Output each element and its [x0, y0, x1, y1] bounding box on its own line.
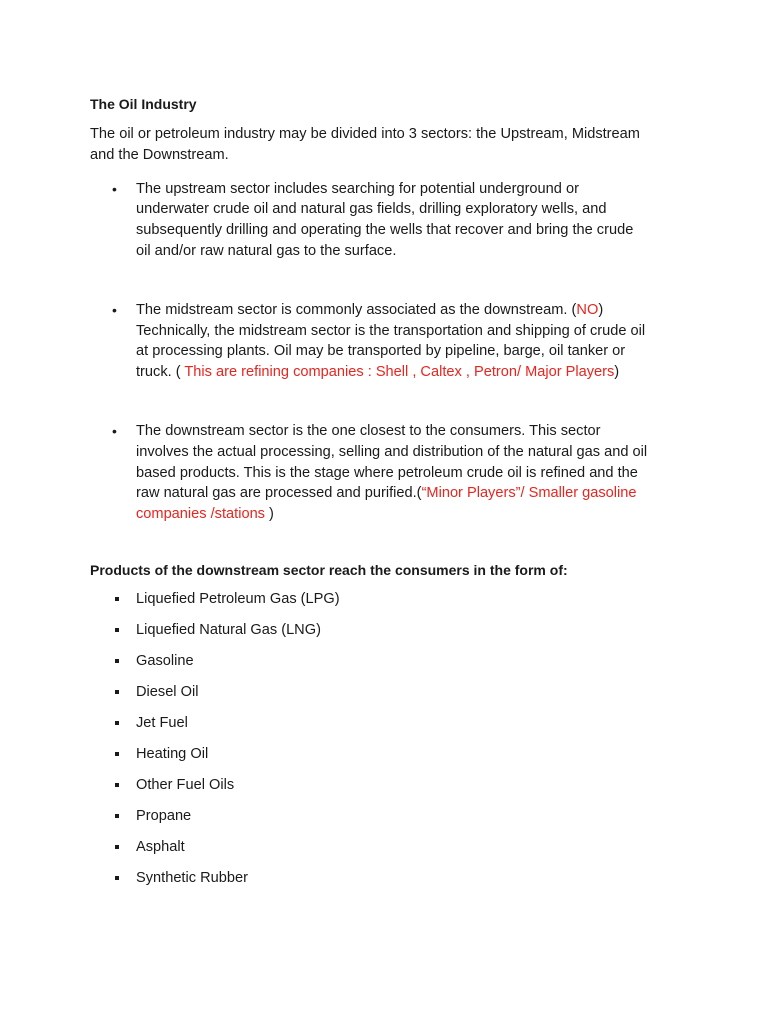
square-bullet-icon	[115, 628, 119, 632]
product-label: Propane	[136, 807, 192, 824]
product-label: Heating Oil	[136, 745, 209, 762]
product-label: Gasoline	[136, 652, 194, 669]
square-bullet-icon	[115, 752, 119, 756]
product-label: Diesel Oil	[136, 683, 199, 700]
list-item	[90, 837, 650, 868]
product-label: Jet Fuel	[136, 714, 188, 731]
square-bullet-icon	[115, 690, 119, 694]
list-item	[90, 589, 650, 620]
square-bullet-icon	[115, 845, 119, 849]
list-item	[90, 775, 650, 806]
sector-text-midstream-c: )	[614, 364, 620, 381]
document-title: The Oil Industry	[90, 96, 197, 112]
sector-text-midstream-a: The midstream sector is commonly associated as the downstream. (	[136, 301, 577, 318]
intro-paragraph: The oil or petroleum industry may be divided into 3 sectors: the Upstream, Midstream and the Downstream.	[90, 126, 640, 163]
sector-text-downstream-a: The downstream sector is the one closest to the consumers. This sector involves the actual processing, selling and distribution of the natural gas and oil based products. This is the stage where petroleum crude oil is refined and the raw natural gas are processed and purified.(	[136, 422, 648, 502]
square-bullet-icon	[115, 783, 119, 787]
square-bullet-icon	[115, 876, 119, 880]
sector-text-upstream: The upstream sector includes searching for potential underground or underwater crude oil and natural gas fields, drilling exploratory wells, and subsequently drilling and operating the wells that recover and bring the crude oil and/or raw natural gas to the surface.	[136, 180, 634, 259]
product-label: Liquefied Natural Gas (LNG)	[136, 621, 321, 638]
product-label: Synthetic Rubber	[136, 869, 248, 886]
bullet-dot-icon: •	[112, 422, 117, 439]
square-bullet-icon	[115, 597, 119, 601]
list-item	[90, 868, 650, 899]
square-bullet-icon	[115, 721, 119, 725]
sector-item-midstream	[90, 300, 650, 383]
products-heading: Products of the downstream sector reach the consumers in the form of:	[90, 561, 568, 578]
document-body	[90, 94, 650, 899]
list-item	[90, 806, 650, 837]
list-item	[90, 744, 650, 775]
list-item	[90, 713, 650, 744]
sector-text-downstream-b: )	[264, 506, 274, 523]
square-bullet-icon	[115, 659, 119, 663]
list-item	[90, 682, 650, 713]
square-bullet-icon	[115, 814, 119, 818]
sector-item-upstream	[90, 179, 650, 262]
product-label: Liquefied Petroleum Gas (LPG)	[136, 590, 340, 607]
annotation-refining-companies: This are refining companies : Shell , Caltex , Petron/ Major Players	[184, 364, 615, 381]
list-item	[90, 620, 650, 651]
sector-text-midstream-b: ) Technically, the midstream sector is the transportation and shipping of crude oil at processing plants. Oil may be transported by pipeline, barge, oil tanker or truck. (	[136, 301, 646, 381]
annotation-no: NO	[576, 301, 599, 318]
sector-list	[90, 179, 650, 525]
bullet-dot-icon: •	[112, 180, 117, 197]
product-list	[90, 589, 650, 899]
product-label: Asphalt	[136, 838, 185, 855]
product-label: Other Fuel Oils	[136, 776, 235, 793]
bullet-dot-icon: •	[112, 301, 117, 318]
sector-item-downstream	[90, 421, 650, 525]
list-item	[90, 651, 650, 682]
annotation-minor-players: “Minor Players”/ Smaller gasoline companies /stations	[136, 485, 637, 523]
